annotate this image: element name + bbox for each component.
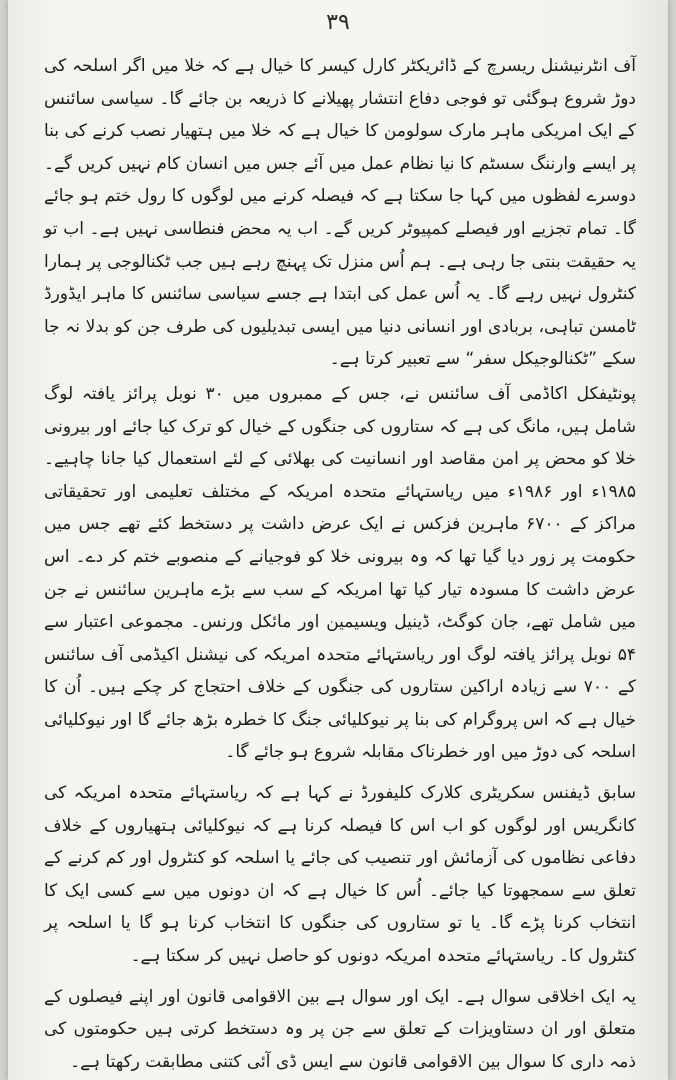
paragraph-4: یہ ایک اخلاقی سوال ہے۔ ایک اور سوال ہے بین الاقوامی قانون اور اپنے فیصلوں کے متعلق اور ان دستاویزات کے تعلق سے جن پر وہ دستخط کرتی ہیں حکومتوں کی ذمہ داری کا سوال بین الاقوامی قانون سے ایس ڈی آئی کتنی مطابقت رکھتا ہے۔: [44, 986, 636, 1072]
paragraph-2: پونٹیفکل اکاڈمی آف سائنس نے، جس کے ممبروں میں ۳۰ نوبل پرائز یافتہ لوگ شامل ہیں، مانگ کی ہے کہ ستاروں کی جنگوں کے خیال کو ترک کیا جائے اور بیرونی خلا کو محض پر امن مقاصد اور انسانیت کی بھلائی کے لئے استعمال کیا جانا چاہیے۔ ۱۹۸۵ء اور ۱۹۸۶ء میں ریاستہائے متحدہ امریکہ کے مختلف تعلیمی اور تحقیقاتی مراکز کے ۶۷۰۰ ماہرین فزکس نے ایک عرض داشت پر دستخط کئے تھے جس میں حکومت پر زور دیا گیا تھا کہ وہ بیرونی خلا کو فوجیانے کے منصوبے ختم کر دے۔ اس عرض داشت کا مسودہ تیار کیا تھا امریکہ کے سب سے بڑے ماہرین سائنس نے جن میں شامل تھے، جان کوگٹ، ڈینیل ویسیمین اور مائکل ورنس۔ مجموعی اعتبار سے ۵۴ نوبل پرائز یافتہ لوگ اور ریاستہائے متحدہ امریکہ کی نیشنل اکیڈمی آف سائنس کے ۷۰۰ سے زیادہ اراکین ستاروں کی جنگوں کے خلاف احتجاج کر چکے ہیں۔ اُن کا خیال ہے کہ اس پروگرام کی بنا پر نیوکلیائی جنگ کا خطرہ بڑھ جائے گا اور نیوکلیائی اسلحہ کی دوڑ میں اور خطرناک مقابلہ شروع ہو جائے گا۔: [44, 383, 636, 763]
body-text: [44, 50, 636, 1080]
paragraph-1: آف انٹرنیشنل ریسرچ کے ڈائریکٹر کارل کیسر کا خیال ہے کہ خلا میں اگر اسلحہ کی دوڑ شروع ہوگئی تو فوجی دفاع انتشار پھیلانے کا ذریعہ بن جائے گا۔ سیاسی سائنس کے ایک امریکی ماہر مارک سولومن کا خیال ہے کہ خلا میں ہتھیار نصب کرنے کی بنا پر ایسے وارننگ سسٹم کا نیا نظام عمل میں آئے جس میں انسان کام نہیں کریں گے۔ دوسرے لفظوں میں کہا جا سکتا ہے کہ فیصلہ کرنے میں لوگوں کا رول ختم ہو جائے گا۔ تمام تجزیے اور فیصلے کمپیوٹر کریں گے۔ اب یہ محض فنطاسی نہیں ہے۔ اب تو یہ حقیقت بنتی جا رہی ہے۔ ہم اُس منزل تک پہنچ رہے ہیں جب ٹکنالوجی پر ہمارا کنٹرول نہیں رہے گا۔ یہ اُس عمل کی ابتدا ہے جسے سیاسی سائنس کا ماہر ایڈورڈ ٹامسن تباہی، بربادی اور انسانی دنیا میں ایسی تبدیلیوں کی طرف جن کو بدلا نہ جا سکے ”ٹکنالوجیکل سفر“ سے تعبیر کرتا ہے۔: [44, 56, 636, 370]
paragraph-3: سابق ڈیفنس سکریٹری کلارک کلیفورڈ نے کہا ہے کہ ریاستہائے متحدہ امریکہ کی کانگریس اور لوگوں کو اب اس کا فیصلہ کرنا ہے کہ نیوکلیائی ہتھیاروں کے خلاف دفاعی نظاموں کی آزمائش اور تنصیب کی جائے یا اسلحہ کو کنٹرول اور کم کرنے کے تعلق سے سمجھوتا کیا جائے۔ اُس کا خیال ہے کہ ان دونوں میں سے کسی ایک کا انتخاب کرنا پڑے گا۔ یا تو ستاروں کی جنگوں کا انتخاب کرنا ہو گا یا اسلحہ پر کنٹرول کا۔ ریاستہائے متحدہ امریکہ دونوں کو حاصل نہیں کر سکتا ہے۔: [44, 783, 636, 967]
page-number: ۳۹: [326, 10, 350, 35]
